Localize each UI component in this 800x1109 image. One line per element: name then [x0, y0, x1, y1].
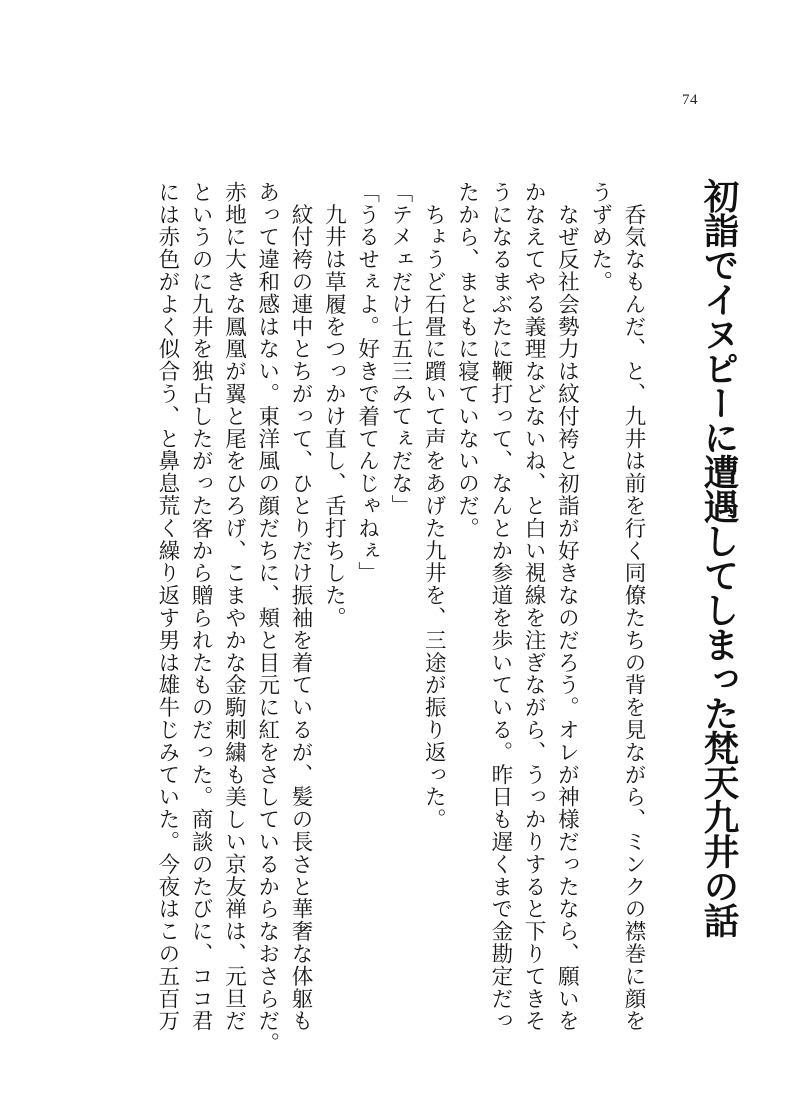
- text-line: には赤色がよく似合う、と鼻息荒く繰り返す男は雄牛じみていた。今夜はこの五百万: [154, 181, 180, 1033]
- text-line: 「テメェだけ七五三みてぇだな」: [387, 181, 413, 517]
- text-line: 九井は草履をつっかけ直し、舌打ちした。: [321, 181, 347, 629]
- text-line: 呑気なもんだ、と、九井は前を行く同僚たちの背を見ながら、ミンクの襟巻に顔を: [621, 181, 646, 1033]
- text-line: 「うるせぇよ。好きで着てんじゃねぇ」: [354, 181, 380, 585]
- text-line: うになるまぶたに鞭打って、なんとか参道を歩いている。昨日も遅くまで金勘定だっ: [487, 181, 513, 1033]
- text-line: ちょうど石畳に躓いて声をあげた九井を、三途が振り返った。: [421, 181, 447, 831]
- page-number: 74: [682, 92, 698, 108]
- text-line: なぜ反社会勢力は紋付袴と初詣が好きなのだろう。オレが神様だったなら、願いを: [554, 181, 580, 1033]
- body-text: [150, 181, 650, 1055]
- text-line: 赤地に大きな鳳凰が翼と尾をひろげ、こまやかな金駒刺繍も美しい京友禅は、元旦だ: [221, 181, 247, 1033]
- text-line: かなえてやる義理などないね、と白い視線を注ぎながら、うっかりすると下りてきそ: [521, 181, 547, 1033]
- text-line: 紋付袴の連中とちがって、ひとりだけ振袖を着ているが、髪の長さと華奢な体躯も: [288, 181, 314, 1033]
- text-line: あって違和感はない。東洋風の顔だちに、頬と目元に紅をさしているからなおさらだ。: [254, 181, 280, 1055]
- story-title: 初詣でイヌピーに遭遇してしまった梵天九井の話: [698, 178, 739, 937]
- text-line: というのに九井を独占したがった客から贈られたものだった。商談のたびに、ココ君: [188, 181, 214, 1033]
- text-line: たから、まともに寝ていないのだ。: [454, 181, 480, 540]
- text-line: うずめた。: [587, 181, 613, 293]
